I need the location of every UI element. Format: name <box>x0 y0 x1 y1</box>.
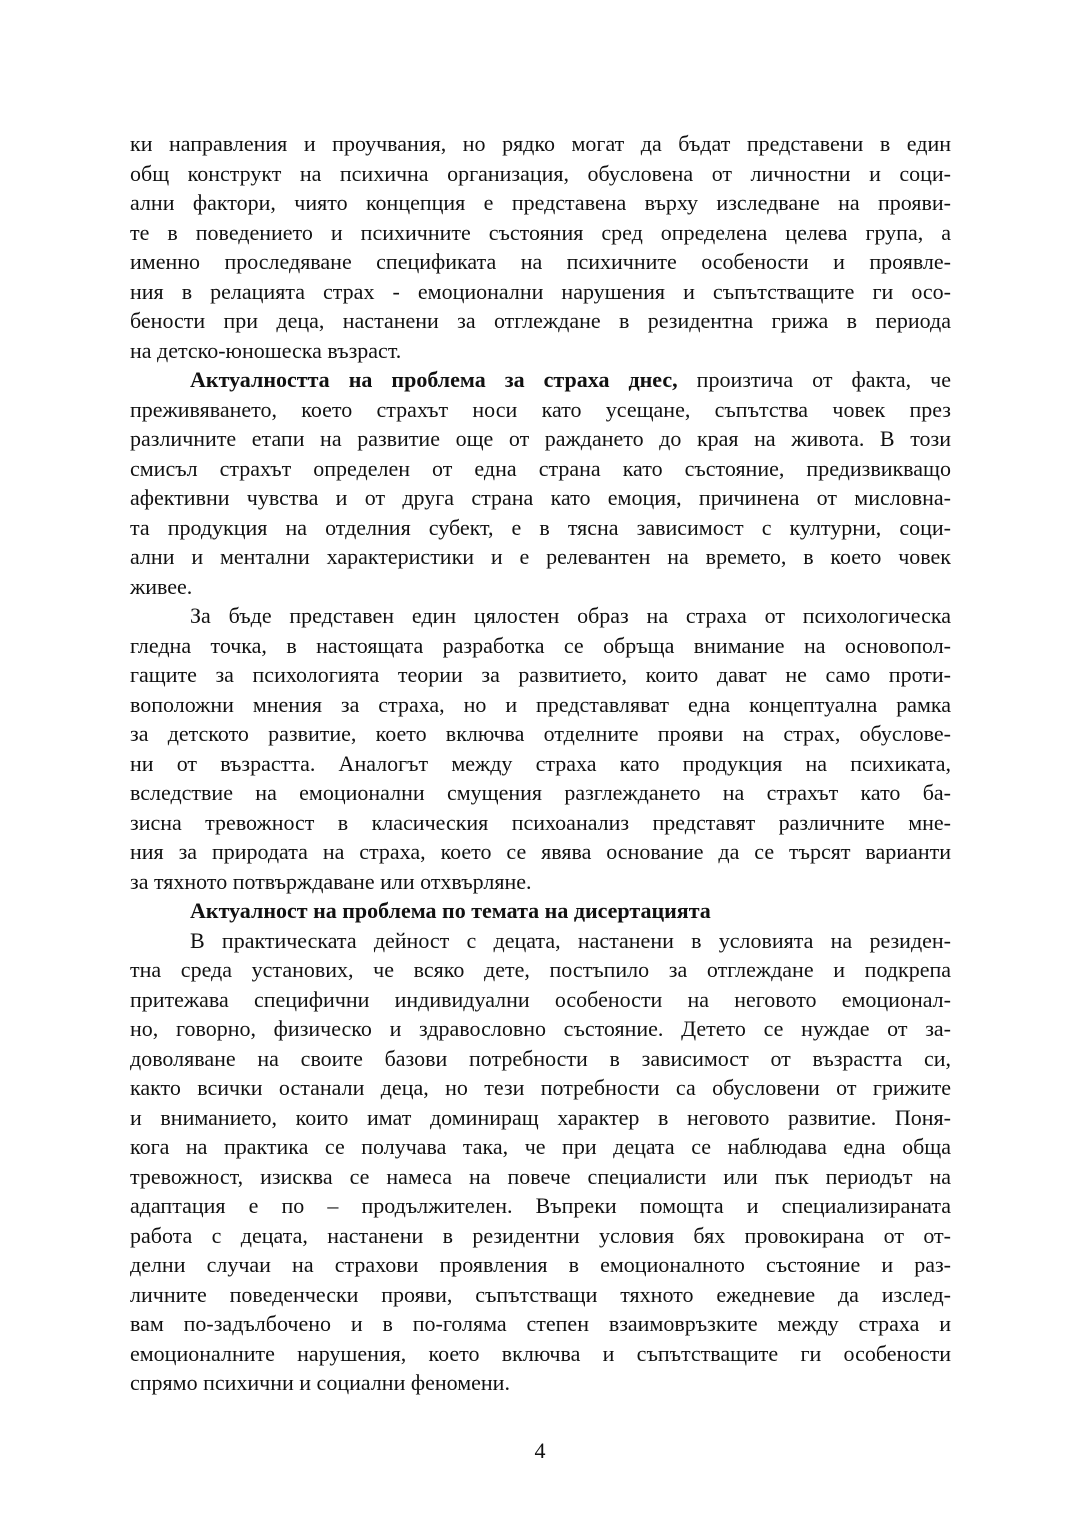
text-line: но, говорно, физическо и здравословно състояние. Детето се нуждае от за- <box>130 1016 951 1041</box>
text-line: зисна тревожност в класическия психоанализ представят различните мне- <box>130 809 951 835</box>
text-line: емоционалните нарушения, което включва и съпътстващите ги особености <box>130 1340 951 1366</box>
text-line: ални фактори, чиято концепция е представена върху изследване на прояви- <box>130 190 951 215</box>
section-heading: Актуалност на проблема по темата на дисертацията <box>190 898 711 923</box>
paragraph-relevance-of-fear <box>130 365 951 601</box>
text-line: за детското развитие, което включва отделните прояви на страх, обуслове- <box>130 721 951 746</box>
text-line: работа с децата, настанени в резидентни условия бях провокирана от от- <box>130 1222 951 1248</box>
text-line: те в поведението и психичните състояния сред определена целева група, а <box>130 219 951 245</box>
text-line: вследствие на емоционални смущения разглеждането на страхът като ба- <box>130 780 951 805</box>
page-body <box>130 129 951 1398</box>
paragraph-continuation <box>130 129 951 365</box>
text-line: бености при деца, настанени за отглеждане в резидентна грижа в периода <box>130 308 951 333</box>
text-line: живее. <box>130 573 193 599</box>
text-line: доволяване на своите базови потребности в зависимост от възрастта си, <box>130 1045 951 1071</box>
text-line: за тяхното потвърждаване или отхвърляне. <box>130 868 532 894</box>
text-line: на детско-юношеска възраст. <box>130 337 402 363</box>
text-line: воположни мнения за страха, но и представляват една концептуална рамка <box>130 691 951 717</box>
text-line: и вниманието, които имат доминиращ характер в неговото развитие. Поня- <box>130 1104 951 1130</box>
bold-lead-phrase: Актуалността на проблема за страха днес, <box>190 367 678 392</box>
text-line: ни от възрастта. Аналогът между страха като продукция на психиката, <box>130 750 951 776</box>
text-line: ки направления и проучвания, но рядко могат да бъдат представени в един <box>130 131 951 156</box>
page-number: 4 <box>534 1438 546 1463</box>
text-line-lead <box>130 365 951 395</box>
document-page <box>130 129 951 1398</box>
text-line: ния за природата на страха, което се явява основание да се търсят варианти <box>130 839 951 864</box>
text-line: именно проследяване спецификата на психичните особености и проявле- <box>130 249 951 274</box>
paragraph-practice <box>130 926 951 1398</box>
text-line: гледна точка, в настоящата разработка се обръща внимание на основопол- <box>130 632 951 658</box>
text-line: както всички останали деца, но тези потребности са обусловени от грижите <box>130 1075 951 1100</box>
text-line: та продукция на отделния субект, е в тясна зависимост с културни, соци- <box>130 514 951 540</box>
text-line: адаптация е по – продължителен. Въпреки помощта и специализираната <box>130 1193 951 1218</box>
text-line: В практическата дейност с децата, настанени в условията на резиден- <box>190 927 951 953</box>
text-line: спрямо психични и социални феномени. <box>130 1370 510 1395</box>
text-line: афективни чувства и от друга страна като емоция, причинена от мисловна- <box>130 485 951 510</box>
text-line: кога на практика се получава така, че при децата се наблюдава една обща <box>130 1134 951 1159</box>
paragraph-theories <box>130 601 951 896</box>
text-line: ални и ментални характеристики и е релевантен на времето, в което човек <box>130 544 951 569</box>
text-line: За бъде представен един цялостен образ на страха от психологическа <box>190 603 951 628</box>
text-line: вам по-задълбочено и в по-голяма степен взаимовръзките между страха и <box>130 1311 951 1336</box>
text-line: тревожност, изисква се намеса на повече специалисти или пък периодът на <box>130 1163 951 1189</box>
text-line: преживяването, което страхът носи като усещане, съпътства човек през <box>130 396 951 422</box>
text-line: смисъл страхът определен от една страна като състояние, предизвикващо <box>130 455 951 481</box>
lead-continuation: произтича от факта, че <box>677 367 951 392</box>
text-line: общ конструкт на психична организация, обусловена от личностни и соци- <box>130 160 951 186</box>
text-line: делни случаи на страхови проявления в емоционалното състояние и раз- <box>130 1252 951 1277</box>
text-line: личните поведенчески прояви, съпътстващи тяхното ежедневие да изслед- <box>130 1281 951 1307</box>
text-line: притежава специфични индивидуални особености на неговото емоционал- <box>130 986 951 1012</box>
text-line: тна среда установих, че всяко дете, постъпило за отглеждане и подкрепа <box>130 957 951 982</box>
text-line: ния в релацията страх - емоционални нарушения и съпътстващите ги осо- <box>130 278 951 304</box>
text-line: гащите за психологията теории за развитието, които дават не само проти- <box>130 662 951 687</box>
text-line: различните етапи на развитие още от раждането до края на живота. В този <box>130 426 951 451</box>
